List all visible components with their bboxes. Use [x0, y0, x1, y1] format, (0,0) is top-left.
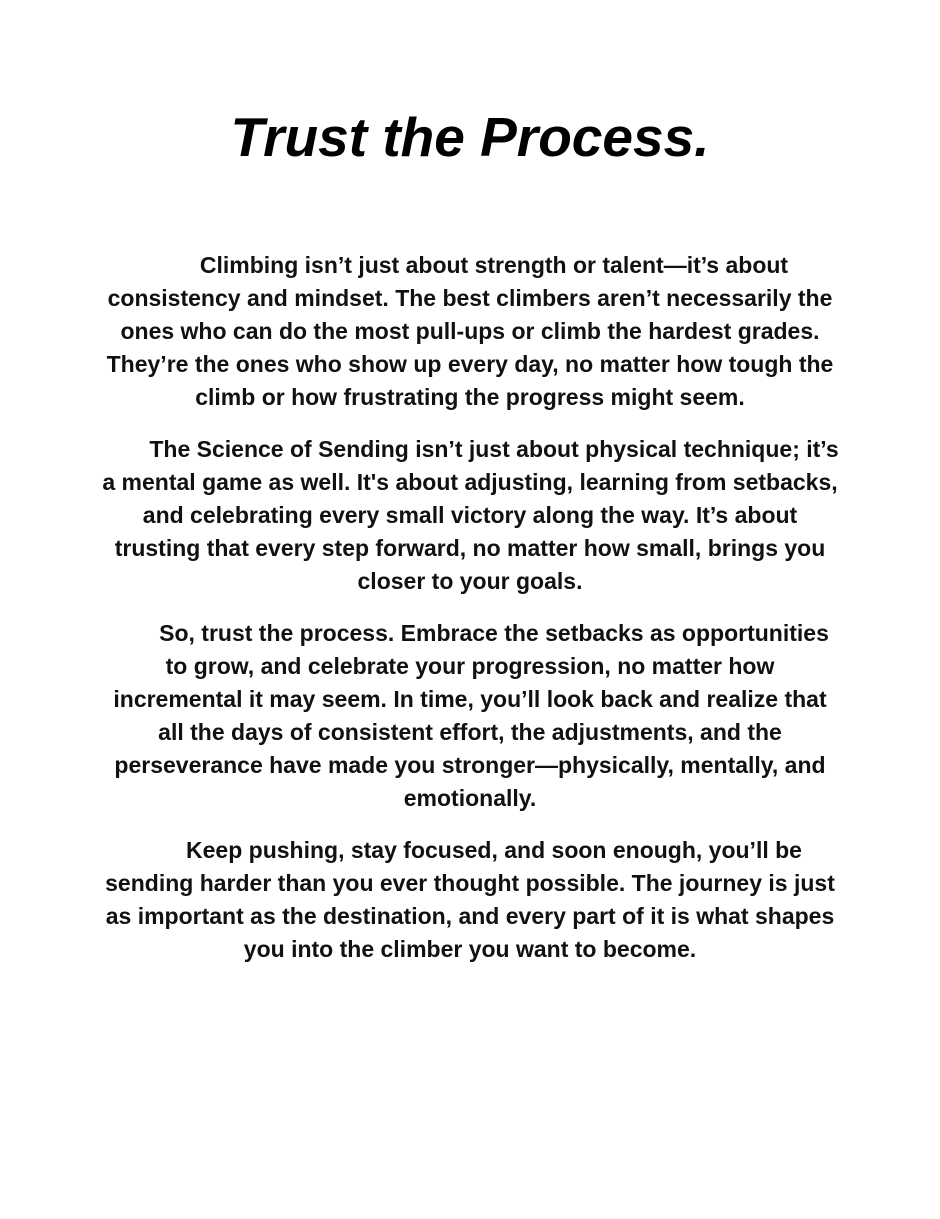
- body-text: [100, 249, 840, 985]
- paragraph-science-of-sending: The Science of Sending isn’t just about physical technique; it’s a mental game as well. It's about adjusting, learning from setbacks, and celebrating every small victory along the way. It’s about trusting that every step forward, no matter how small, brings you closer to your goals.: [102, 436, 839, 594]
- paragraph-consistency: Climbing isn’t just about strength or talent—it’s about consistency and mindset. The best climbers aren’t necessarily the ones who can do the most pull-ups or climb the hardest grades. They’re the ones who show up every day, no matter how tough the climb or how frustrating the progress might seem.: [106, 252, 834, 410]
- paragraph-trust-the-process: So, trust the process. Embrace the setbacks as opportunities to grow, and celebrate your progression, no matter how incremental it may seem. In time, you’ll look back and realize that all the days of consistent effort, the adjustments, and the perseverance have made you stronger—physically, mentally, and emotionally.: [113, 620, 829, 811]
- page-title: Trust the Process.: [230, 106, 710, 168]
- paragraph-keep-pushing: Keep pushing, stay focused, and soon enough, you’ll be sending harder than you ever thought possible. The journey is just as important as the destination, and every part of it is what shapes you into the climber you want to become.: [105, 837, 835, 962]
